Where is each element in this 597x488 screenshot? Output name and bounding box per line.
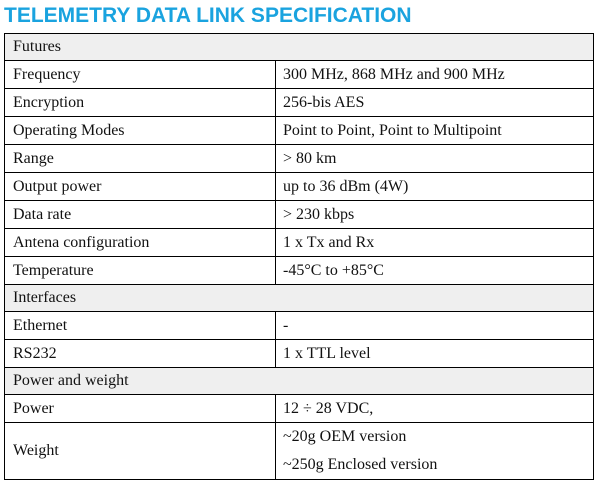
table-row <box>5 89 594 117</box>
spec-value: up to 36 dBm (4W) <box>276 173 594 201</box>
spec-value: - <box>276 312 594 340</box>
spec-value-line: ~20g OEM version <box>283 428 407 445</box>
table-row <box>5 340 594 368</box>
section-label: Futures <box>5 34 594 61</box>
spec-name: Operating Modes <box>5 117 276 145</box>
section-label: Interfaces <box>5 285 594 312</box>
table-row <box>5 229 594 257</box>
spec-value: 256-bis AES <box>276 89 594 117</box>
table-row <box>5 117 594 145</box>
table-row <box>5 61 594 89</box>
spec-name: Frequency <box>5 61 276 89</box>
spec-name: Output power <box>5 173 276 201</box>
spec-value: 300 MHz, 868 MHz and 900 MHz <box>276 61 594 89</box>
spec-name: Encryption <box>5 89 276 117</box>
table-row <box>5 173 594 201</box>
spec-name: Temperature <box>5 257 276 285</box>
section-header-futures <box>5 34 594 61</box>
table-row <box>5 312 594 340</box>
spec-name: Weight <box>5 423 276 480</box>
table-row <box>5 423 594 480</box>
spec-value: > 230 kbps <box>276 201 594 229</box>
spec-value <box>276 423 594 480</box>
spec-name: Ethernet <box>5 312 276 340</box>
spec-table <box>4 33 594 480</box>
spec-name: Power <box>5 395 276 423</box>
spec-name: Range <box>5 145 276 173</box>
spec-value: Point to Point, Point to Multipoint <box>276 117 594 145</box>
table-row <box>5 257 594 285</box>
spec-name: RS232 <box>5 340 276 368</box>
spec-value: -45°C to +85°C <box>276 257 594 285</box>
spec-name: Data rate <box>5 201 276 229</box>
spec-value: 1 x TTL level <box>276 340 594 368</box>
spec-value: 12 ÷ 28 VDC, <box>276 395 594 423</box>
table-row <box>5 395 594 423</box>
table-row <box>5 201 594 229</box>
spec-name: Antena configuration <box>5 229 276 257</box>
section-label: Power and weight <box>5 368 594 395</box>
page-title: TELEMETRY DATA LINK SPECIFICATION <box>4 4 412 27</box>
spec-value: 1 x Tx and Rx <box>276 229 594 257</box>
spec-value-line: ~250g Enclosed version <box>283 456 438 473</box>
spec-value: > 80 km <box>276 145 594 173</box>
table-row <box>5 145 594 173</box>
section-header-interfaces <box>5 285 594 312</box>
section-header-power-weight <box>5 368 594 395</box>
